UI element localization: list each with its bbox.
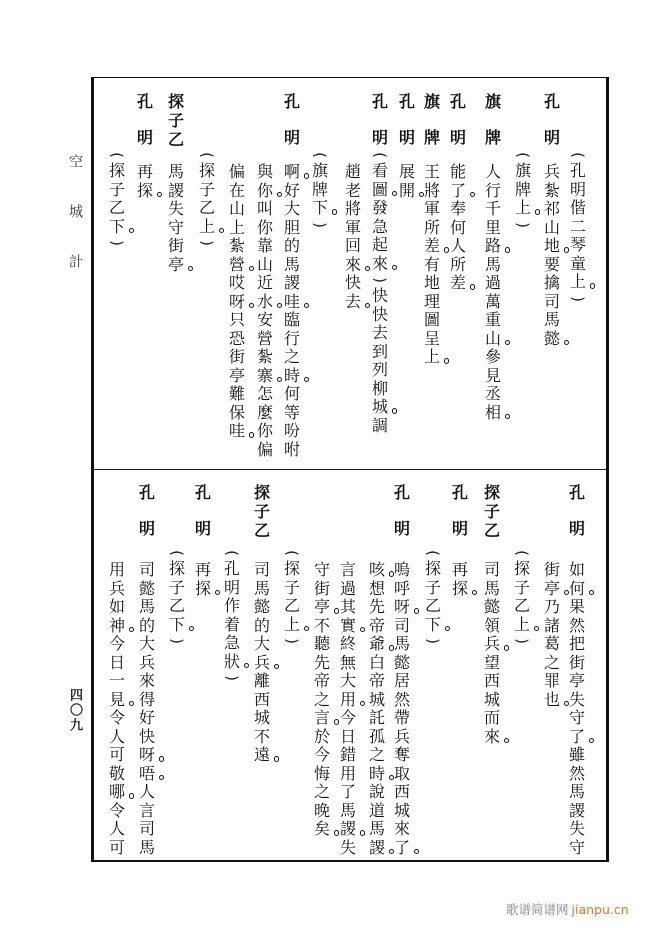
speaker-name: 孔 明	[283, 92, 300, 147]
punctuation-mark	[564, 590, 570, 596]
dialogue-text: 王 將 軍 所 差 有 地 理 圖 呈 上	[423, 163, 441, 367]
dialogue-text: 偏 在 山 上 紮 營 哎 呀 只 恐 街 亭 難 保 哇	[228, 163, 246, 441]
script-line	[138, 470, 156, 862]
speaker-name: 孔 明	[451, 483, 468, 538]
punctuation-mark	[389, 571, 395, 577]
script-line-continuation	[339, 470, 357, 862]
site-watermark	[506, 903, 629, 917]
punctuation-mark	[189, 626, 195, 632]
punctuation-mark	[129, 793, 135, 799]
script-line	[194, 470, 212, 862]
stage-direction	[311, 77, 329, 469]
script-line-continuation	[313, 470, 331, 862]
punctuation-mark	[244, 663, 250, 669]
punctuation-mark	[129, 701, 135, 707]
script-line	[543, 77, 561, 469]
dialogue-text: 兵 紮 祁 山 地 要 擒 司 馬 懿	[543, 163, 561, 348]
speaker-name: 孔 明	[136, 92, 153, 147]
script-line	[398, 77, 416, 469]
punctuation-mark	[219, 228, 225, 234]
script-line	[449, 77, 467, 469]
punctuation-mark	[535, 209, 541, 215]
punctuation-mark	[472, 590, 478, 596]
script-line	[371, 77, 389, 469]
punctuation-mark	[414, 849, 420, 855]
punctuation-mark	[157, 192, 163, 198]
punctuation-mark	[444, 247, 450, 253]
punctuation-mark	[274, 756, 280, 762]
punctuation-mark	[505, 247, 511, 253]
stage-direction-text: 探 子 乙 上	[283, 561, 301, 648]
punctuation-mark	[392, 408, 398, 414]
punctuation-mark	[277, 303, 283, 309]
script-line-continuation	[108, 470, 126, 862]
punctuation-mark	[274, 664, 280, 670]
speaker-name: 探 子 乙	[483, 483, 500, 540]
watermark-domain: jianpu.cn	[571, 902, 629, 917]
dialogue-text: 用 兵 如 神 今 日 一 見 令 人 可 敬 哪 令 人 可	[108, 561, 126, 857]
punctuation-mark	[392, 191, 398, 197]
speaker-name: 旗 牌	[484, 92, 501, 147]
punctuation-mark	[129, 228, 135, 234]
stage-direction-text: 探 子 乙 上	[513, 561, 531, 648]
punctuation-mark	[360, 830, 366, 836]
punctuation-mark	[304, 377, 310, 383]
punctuation-mark	[249, 303, 255, 309]
punctuation-mark	[249, 266, 255, 272]
speaker-name: 孔 明	[398, 92, 415, 147]
punctuation-mark	[277, 377, 283, 383]
stage-direction	[569, 77, 587, 469]
punctuation-mark	[504, 738, 510, 744]
punctuation-mark	[392, 265, 398, 271]
punctuation-mark	[589, 590, 595, 596]
dialogue-text: 展 開	[398, 163, 416, 200]
punctuation-mark	[129, 627, 135, 633]
speaker-name: 旗 牌	[423, 92, 440, 147]
stage-direction	[168, 470, 186, 862]
script-line	[568, 470, 586, 862]
dialogue-text: 與 你 叫 你 靠 山 近 水 安 營 紮 寨 怎 麼 你 偏	[256, 163, 274, 459]
punctuation-mark	[188, 266, 194, 272]
script-panel-bottom	[0, 470, 655, 862]
punctuation-mark	[414, 608, 420, 614]
speaker-name: 孔 明	[393, 483, 410, 538]
punctuation-mark	[334, 608, 340, 614]
punctuation-mark	[304, 626, 310, 632]
script-line-continuation	[543, 470, 561, 862]
punctuation-mark	[505, 340, 511, 346]
dialogue-text: 嗚 呼 呀 司 馬 懿 居 然 帶 兵 奪 取 西 城 來 了	[393, 561, 411, 857]
punctuation-mark	[445, 626, 451, 632]
dialogue-text: 咳 想 先 帝 爺 白 帝 城 託 孤 之 時 說 道 馬 謖	[368, 561, 386, 857]
speaker-name: 孔 明	[371, 92, 388, 147]
script-line-continuation	[368, 470, 386, 862]
script-line	[483, 470, 501, 862]
punctuation-mark	[389, 645, 395, 651]
stage-direction-text: 探 子 乙 上	[198, 163, 216, 250]
speaker-name: 探 子 乙	[253, 483, 270, 540]
script-line-continuation	[228, 77, 246, 469]
punctuation-mark	[360, 627, 366, 633]
script-line	[484, 77, 502, 469]
dialogue-text: 司 懿 馬 的 大 兵 來 得 好 快 呀 唔 人 言 司 馬	[138, 561, 156, 857]
punctuation-mark	[564, 701, 570, 707]
punctuation-mark	[564, 247, 570, 253]
punctuation-mark	[470, 284, 476, 290]
stage-direction-text: 探 子 乙 下	[424, 561, 442, 648]
script-line	[423, 77, 441, 469]
punctuation-mark	[304, 173, 310, 179]
stage-direction	[424, 470, 442, 862]
script-line	[451, 470, 469, 862]
script-panel-top	[0, 77, 655, 469]
punctuation-mark	[334, 719, 340, 725]
punctuation-mark	[304, 303, 310, 309]
dialogue-text: 街 亭 乃 諸 葛 之 罪 也	[543, 561, 561, 709]
script-line-continuation	[256, 77, 274, 469]
speaker-name: 探 子 乙	[167, 92, 184, 149]
dialogue-text: 司 馬 懿 的 大 兵 離 西 城 不 遠	[253, 561, 271, 765]
dialogue-text: 守 街 亭 不 聽 先 帝 之 言 於 今 悔 之 晚 矣	[313, 561, 331, 839]
dialogue-text: 再 探	[451, 561, 469, 598]
punctuation-mark	[365, 303, 371, 309]
stage-direction-text: 孔 明 作 着 急 狀	[223, 561, 241, 685]
script-line	[393, 470, 411, 862]
script-line	[136, 77, 154, 469]
punctuation-mark	[365, 266, 371, 272]
dialogue-text: 言 過 其 實 終 無 大 用 今 日 錯 用 了 馬 謖 失	[339, 561, 357, 857]
punctuation-mark	[505, 414, 511, 420]
speaker-name: 孔 明	[138, 483, 155, 538]
punctuation-mark	[215, 590, 221, 596]
dialogue-text: 趙 老 將 軍 回 來 快 去	[344, 163, 362, 311]
dialogue-text: 能 了 奉 何 人 所 差	[449, 163, 467, 293]
punctuation-mark	[332, 209, 338, 215]
speaker-name: 孔 明	[449, 92, 466, 147]
punctuation-mark	[564, 340, 570, 346]
dialogue-text: 馬 謖 失 守 街 亭	[167, 163, 185, 274]
running-title: 空城計	[67, 154, 83, 304]
dialogue-text: 人 行 千 里 路 馬 過 萬 重 山 參 見 丞 相	[484, 163, 502, 422]
script-line	[167, 77, 185, 469]
punctuation-mark	[470, 192, 476, 198]
stage-direction-text: 旗 牌 上	[514, 163, 532, 232]
speaker-name: 孔 明	[568, 483, 585, 538]
stage-direction	[514, 77, 532, 469]
punctuation-mark	[504, 645, 510, 651]
dialogue-text: 再 探	[136, 163, 154, 200]
script-line	[253, 470, 271, 862]
dialogue-text: 啊 好 大 胆 的 馬 謖 哇 臨 行 之 時 何 等 吩 咐	[283, 163, 301, 459]
dialogue-text: 如 何 果 然 把 街 亭 失 守 了 雖 然 馬 謖 失 守	[568, 561, 586, 857]
punctuation-mark	[419, 192, 425, 198]
dialogue-text: 再 探	[194, 561, 212, 598]
punctuation-mark	[590, 283, 596, 289]
punctuation-mark	[159, 775, 165, 781]
punctuation-mark	[249, 432, 255, 438]
punctuation-mark	[277, 192, 283, 198]
punctuation-mark	[389, 849, 395, 855]
stage-direction-text: 旗 牌 下	[311, 163, 329, 232]
dialogue-text: 司 馬 懿 領 兵 望 西 城 而 來	[483, 561, 501, 746]
speaker-name: 孔 明	[543, 92, 560, 147]
script-line	[283, 77, 301, 469]
page-number: 四〇九	[67, 688, 82, 733]
stage-direction	[513, 470, 531, 862]
punctuation-mark	[360, 701, 366, 707]
stage-direction-text: 探 子 乙 下	[168, 561, 186, 648]
stage-direction-text: 探 子 乙 下	[108, 163, 126, 250]
stage-direction	[108, 77, 126, 469]
stage-direction	[198, 77, 216, 469]
punctuation-mark	[159, 756, 165, 762]
punctuation-mark	[534, 626, 540, 632]
punctuation-mark	[334, 830, 340, 836]
stage-direction	[283, 470, 301, 862]
speaker-name: 孔 明	[194, 483, 211, 538]
punctuation-mark	[389, 775, 395, 781]
punctuation-mark	[444, 358, 450, 364]
stage-direction	[223, 470, 241, 862]
dialogue-text: 看 圖 發 急 起 來 快 快 去 到 列 柳 城 調	[371, 163, 389, 435]
punctuation-mark	[589, 738, 595, 744]
script-line-continuation	[344, 77, 362, 469]
watermark-chinese: 歌谱简谱网	[506, 902, 569, 917]
stage-direction-text: 孔 明 偕 二 琴 童 上	[569, 163, 587, 306]
